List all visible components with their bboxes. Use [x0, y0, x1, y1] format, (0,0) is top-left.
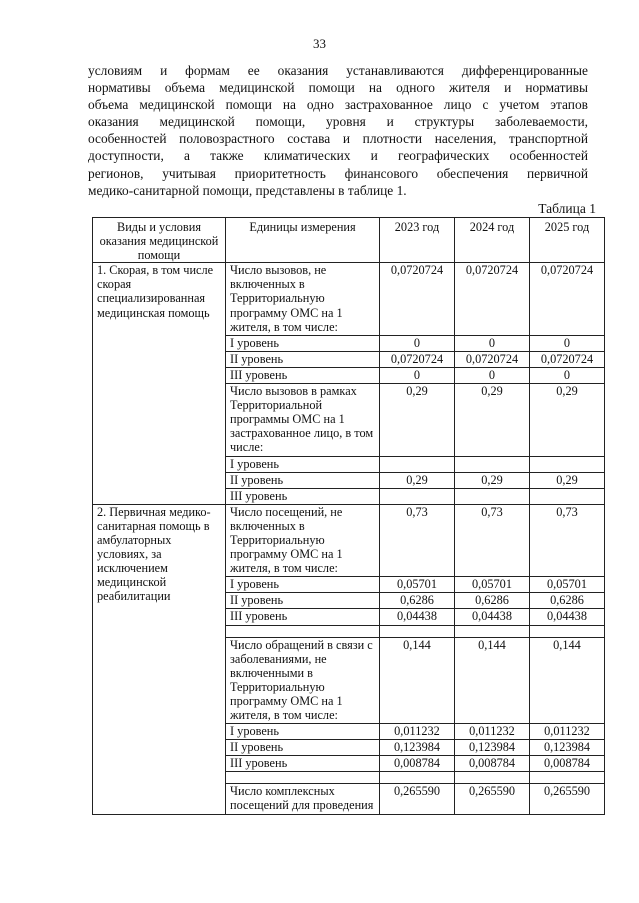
- value-cell: 0,011232: [455, 724, 530, 740]
- value-cell: 0,265590: [530, 784, 605, 814]
- paragraph-line: объема медицинской помощи на одно застрахованное лицо с учетом этапов: [88, 97, 588, 113]
- value-cell: 0,265590: [380, 784, 455, 814]
- paragraph-line: нормативы объема медицинской помощи на одного жителя и нормативы: [88, 80, 588, 96]
- unit-cell: [226, 625, 380, 637]
- paragraph-line: условиям и формам ее оказания устанавливаются дифференцированные: [88, 63, 588, 78]
- unit-cell: Число вызовов в рамках Территориальной программы ОМС на 1 застрахованное лицо, в том числе:: [226, 384, 380, 456]
- unit-cell: [226, 772, 380, 784]
- value-cell: 0,008784: [530, 756, 605, 772]
- value-cell: 0,123984: [530, 740, 605, 756]
- value-cell: [380, 456, 455, 472]
- value-cell: 0,29: [530, 384, 605, 456]
- unit-cell: III уровень: [226, 488, 380, 504]
- value-cell: 0: [530, 367, 605, 383]
- value-cell: 0,144: [530, 637, 605, 724]
- paragraph-line: медико-санитарной помощи, представлены в таблице 1.: [88, 182, 407, 198]
- value-cell: 0,29: [380, 472, 455, 488]
- value-cell: 0,73: [380, 504, 455, 576]
- value-cell: [530, 625, 605, 637]
- table-row: [93, 504, 605, 576]
- value-cell: [455, 772, 530, 784]
- value-cell: 0,144: [380, 637, 455, 724]
- value-cell: 0,008784: [380, 756, 455, 772]
- unit-cell: II уровень: [226, 593, 380, 609]
- header-cell: 2024 год: [455, 218, 530, 263]
- paragraph-line: особенностей половозрастного состава и плотности населения, транспортной: [88, 131, 588, 147]
- unit-cell: II уровень: [226, 740, 380, 756]
- value-cell: 0,29: [530, 472, 605, 488]
- value-cell: 0,0720724: [530, 263, 605, 335]
- value-cell: 0,05701: [455, 577, 530, 593]
- value-cell: 0,0720724: [380, 263, 455, 335]
- value-cell: [455, 488, 530, 504]
- unit-cell: Число обращений в связи с заболеваниями, не включенными в Территориальную программу ОМС на 1 жителя, в том числе:: [226, 637, 380, 724]
- value-cell: 0,0720724: [380, 351, 455, 367]
- value-cell: 0,6286: [455, 593, 530, 609]
- value-cell: 0,73: [530, 504, 605, 576]
- value-cell: [530, 488, 605, 504]
- unit-cell: I уровень: [226, 577, 380, 593]
- paragraph-line: доступности, а также климатических и географических особенностей: [88, 148, 588, 164]
- value-cell: 0,011232: [530, 724, 605, 740]
- table-caption: Таблица 1: [538, 201, 596, 216]
- value-cell: 0,265590: [455, 784, 530, 814]
- value-cell: 0: [455, 335, 530, 351]
- header-cell: 2025 год: [530, 218, 605, 263]
- value-cell: 0,05701: [380, 577, 455, 593]
- value-cell: 0,73: [455, 504, 530, 576]
- unit-cell: Число комплексных посещений для проведения: [226, 784, 380, 814]
- unit-cell: III уровень: [226, 609, 380, 625]
- page-number: 33: [313, 36, 326, 51]
- value-cell: 0,29: [455, 384, 530, 456]
- value-cell: 0,008784: [455, 756, 530, 772]
- value-cell: 0,011232: [380, 724, 455, 740]
- value-cell: 0,29: [455, 472, 530, 488]
- value-cell: 0: [380, 335, 455, 351]
- value-cell: 0: [380, 367, 455, 383]
- value-cell: [455, 625, 530, 637]
- care-type-cell: 1. Скорая, в том числе скорая специализированная медицинская помощь: [93, 263, 226, 505]
- value-cell: [380, 625, 455, 637]
- value-cell: 0,123984: [380, 740, 455, 756]
- value-cell: 0,0720724: [455, 263, 530, 335]
- value-cell: 0,0720724: [455, 351, 530, 367]
- unit-cell: II уровень: [226, 472, 380, 488]
- value-cell: 0,05701: [530, 577, 605, 593]
- value-cell: 0,123984: [455, 740, 530, 756]
- table-row: [93, 263, 605, 335]
- unit-cell: III уровень: [226, 367, 380, 383]
- value-cell: 0,144: [455, 637, 530, 724]
- value-cell: [380, 488, 455, 504]
- paragraph-line: оказания медицинской помощи, уровня и структуры заболеваемости,: [88, 114, 588, 130]
- unit-cell: I уровень: [226, 335, 380, 351]
- unit-cell: I уровень: [226, 724, 380, 740]
- unit-cell: Число посещений, не включенных в Территориальную программу ОМС на 1 жителя, в том числе:: [226, 504, 380, 576]
- value-cell: 0,04438: [380, 609, 455, 625]
- value-cell: [380, 772, 455, 784]
- body-paragraph: [88, 62, 588, 199]
- norms-table: [92, 217, 605, 815]
- value-cell: 0,29: [380, 384, 455, 456]
- value-cell: [530, 772, 605, 784]
- value-cell: 0,0720724: [530, 351, 605, 367]
- value-cell: 0,04438: [530, 609, 605, 625]
- unit-cell: Число вызовов, не включенных в Территориальную программу ОМС на 1 жителя, в том числе:: [226, 263, 380, 335]
- care-type-cell: 2. Первичная медико-санитарная помощь в амбулаторных условиях, за исключением медицинской реабилитации: [93, 504, 226, 814]
- unit-cell: II уровень: [226, 351, 380, 367]
- value-cell: [530, 456, 605, 472]
- unit-cell: III уровень: [226, 756, 380, 772]
- value-cell: 0,6286: [380, 593, 455, 609]
- paragraph-line: регионов, учитывая приоритетность финансового обеспечения первичной: [88, 165, 588, 181]
- value-cell: 0,6286: [530, 593, 605, 609]
- unit-cell: I уровень: [226, 456, 380, 472]
- value-cell: 0: [455, 367, 530, 383]
- value-cell: [455, 456, 530, 472]
- header-cell: Виды и условия оказания медицинской помощи: [93, 218, 226, 263]
- header-cell: Единицы измерения: [226, 218, 380, 263]
- table-header-row: [93, 218, 605, 263]
- value-cell: 0,04438: [455, 609, 530, 625]
- header-cell: 2023 год: [380, 218, 455, 263]
- value-cell: 0: [530, 335, 605, 351]
